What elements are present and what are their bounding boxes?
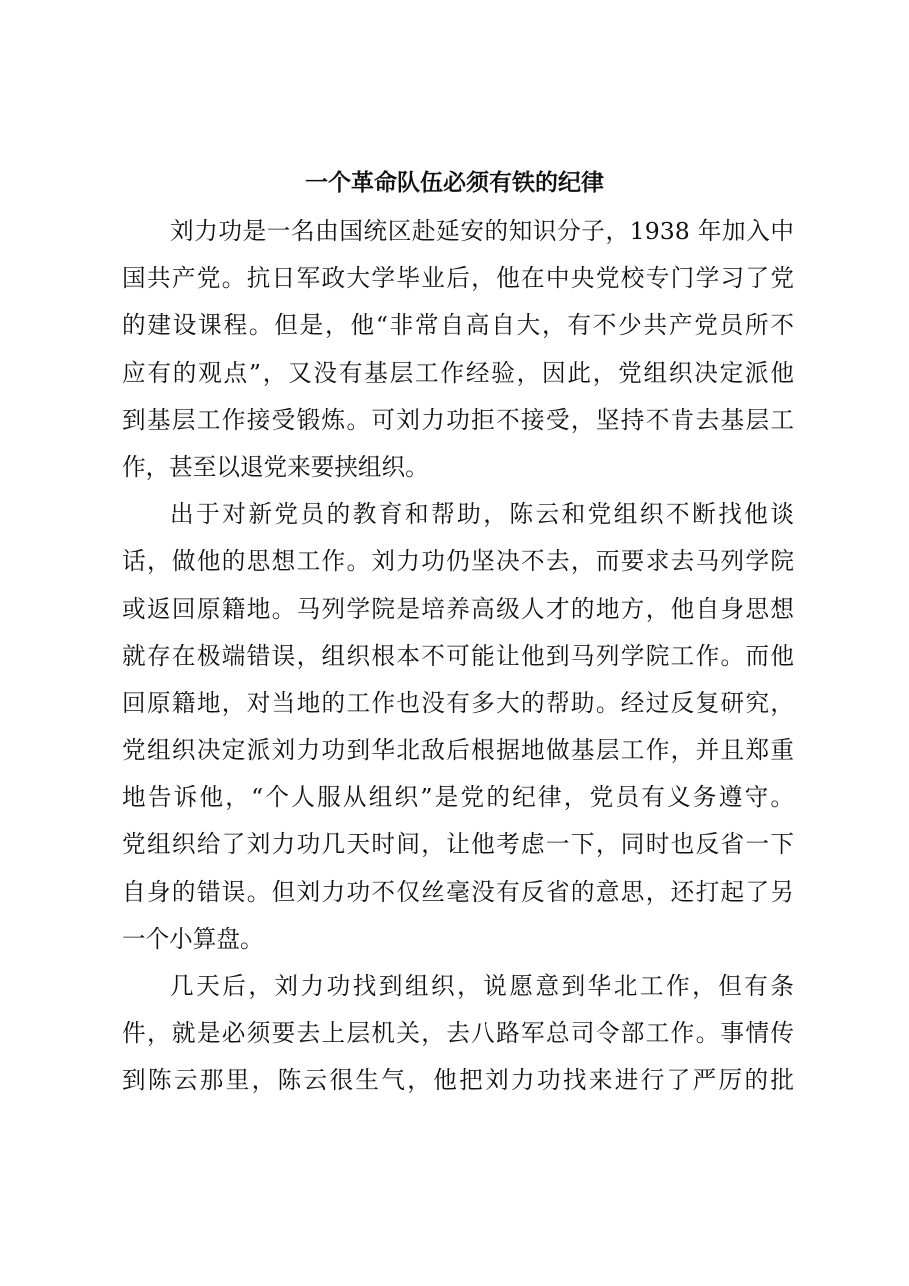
- text-line: 应有的观点”，又没有基层工作经验，因此，党组织决定派他: [122, 358, 794, 387]
- text-line: 就存在极端错误，组织根本不可能让他到马列学院工作。而他: [122, 641, 794, 670]
- text-line: 刘力功是一名由国统区赴延安的知识分子，1938 年加入中: [170, 217, 794, 245]
- text-line: 几天后，刘力功找到组织，说愿意到华北工作，但有条: [170, 972, 794, 1000]
- text-line: 到陈云那里，陈云很生气，他把刘力功找来进行了严厉的批: [122, 1066, 794, 1095]
- text-line: 地告诉他，“个人服从组织”是党的纪律，党员有义务遵守。: [122, 783, 794, 812]
- text-line: 话，做他的思想工作。刘力功仍坚决不去，而要求去马列学院: [122, 547, 794, 576]
- paragraph-3: [122, 963, 794, 1105]
- paragraph-2: [122, 491, 794, 963]
- text-line: 党组织给了刘力功几天时间，让他考虑一下，同时也反省一下: [122, 830, 794, 859]
- text-line: 到基层工作接受锻炼。可刘力功拒不接受，坚持不肯去基层工: [122, 405, 794, 434]
- page-title: 一个革命队伍必须有铁的纪律: [305, 169, 604, 196]
- text-line: 自身的错误。但刘力功不仅丝毫没有反省的意思，还打起了另: [122, 877, 794, 906]
- article-body: [122, 208, 794, 1105]
- text-line: 作，甚至以退党来要挟组织。: [122, 452, 429, 481]
- text-line: 一个小算盘。: [122, 924, 264, 953]
- text-line: 出于对新党员的教育和帮助，陈云和党组织不断找他谈: [170, 500, 794, 529]
- text-line: 回原籍地，对当地的工作也没有多大的帮助。经过反复研究，: [122, 688, 794, 717]
- text-line: 或返回原籍地。马列学院是培养高级人才的地方，他自身思想: [122, 594, 794, 623]
- paragraph-1: [122, 208, 794, 491]
- text-line: 党组织决定派刘力功到华北敌后根据地做基层工作，并且郑重: [122, 736, 794, 765]
- text-line: 国共产党。抗日军政大学毕业后，他在中央党校专门学习了党: [122, 264, 794, 293]
- text-line: 的建设课程。但是，他“非常自高自大，有不少共产党员所不: [122, 311, 794, 340]
- text-line: 件，就是必须要去上层机关，去八路军总司令部工作。事情传: [122, 1019, 794, 1048]
